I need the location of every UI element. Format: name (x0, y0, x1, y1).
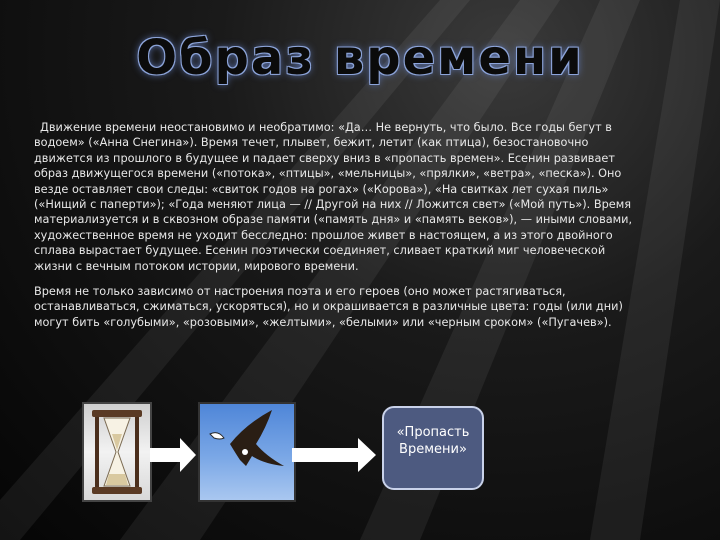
arrow-right-icon (150, 436, 198, 474)
box-line-1: «Пропасть (396, 425, 470, 440)
box-line-2: Времени» (399, 442, 467, 457)
paragraph-time-colors: Время не только зависимо от настроения поэта и его героев (оно может растягиваться, останавливаться, сжиматься, ускоряться), но и окрашивается в различные цвета: годы (или дни) могут бить «голубыми», «розовыми», «желтыми», «белыми» или «черным сроком» («Пугачев»). (34, 285, 623, 329)
eagle-icon (200, 404, 294, 500)
hourglass-icon (84, 404, 150, 500)
eagle-sky-image (198, 402, 296, 502)
body-text (34, 120, 634, 340)
slide-title: Образ времени (136, 30, 584, 86)
arrow-right-long-icon (292, 436, 378, 474)
hourglass-image (82, 402, 152, 502)
abyss-of-time-box (382, 406, 484, 490)
paragraph-time-movement: Движение времени неостановимо и необратимо: «Да… Не вернуть, что было. Все годы бегут в водоем» («Анна Снегина»). Время течет, плывет, бежит, летит (как птица), безостановочно движется из прошлого в будущее и падает сверху вниз в «пропасть времен». Есенин развивает образ движущегося времени («потока», «птицы», «мельницы», «прялки», «ветра», «песка»). Оно везде оставляет свои следы: «свиток годов на рогах» («Корова»), «На свитках лет сухая пиль» («Нищий с паперти»); «Года меняют лица — // Другой на них // Ложится свет» («Мой путь»). Время материализуется и в сквозном образе памяти («память дня» и «память веков»), — иными словами, художественное время не уходит бесследно: прошлое живет в настоящем, а из этого двойного сплава вырастает будущее. Есенин поэтически соединяет, сливает краткий миг человеческой жизни с вечным потоком истории, мирового времени. (34, 121, 633, 273)
